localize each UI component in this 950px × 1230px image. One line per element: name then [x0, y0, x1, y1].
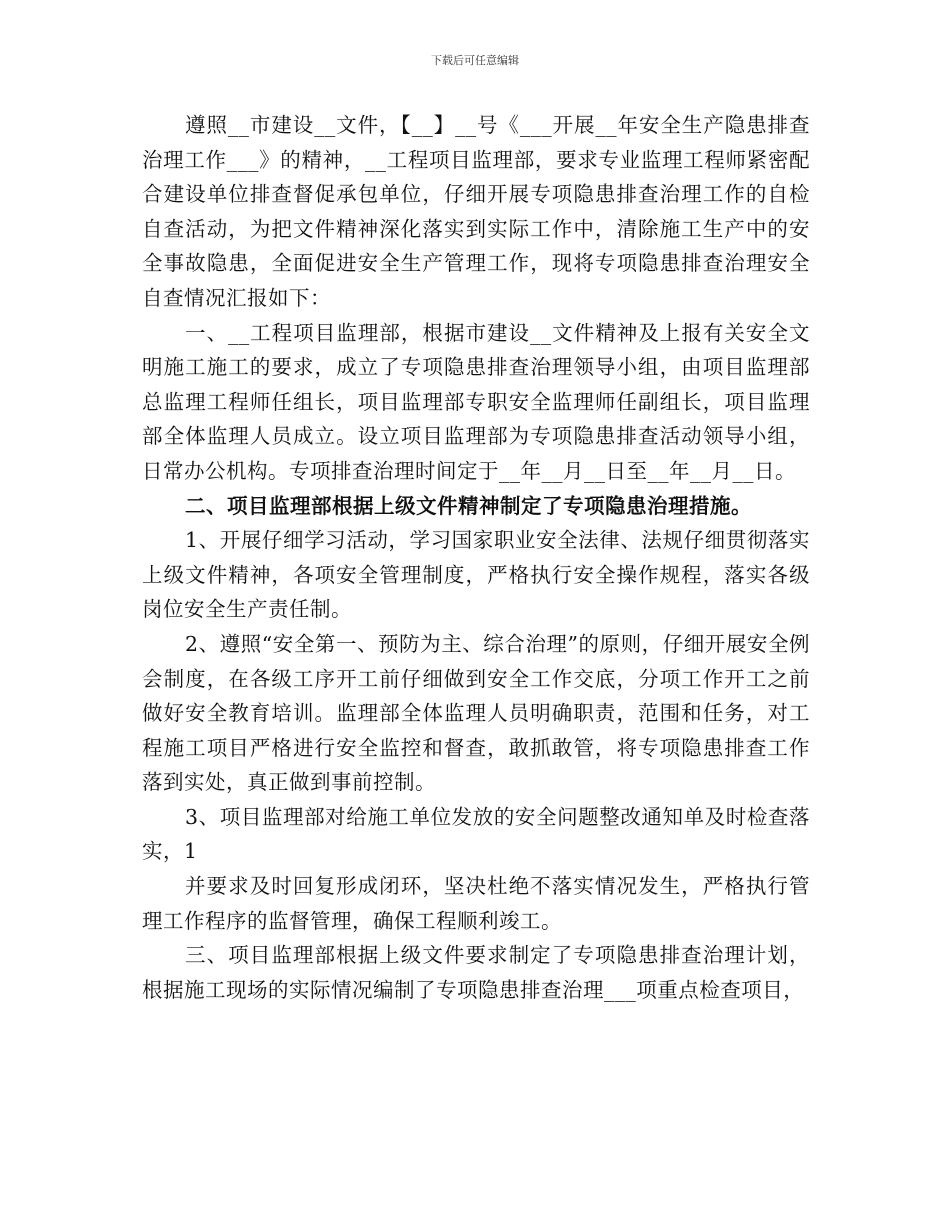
paragraph-section-1: 一、__工程项目监理部，根据市建设__文件精神及上报有关安全文明施工施工的要求，成立了专项隐患排查治理领导小组，由项目监理部总监理工程师任组长，项目监理部专职安全监理师任副组长，项目监理部全体监理人员成立。设立项目监理部为专项隐患排查活动领导小组，日常办公机构。专项排查治理时间定于__年__月__日至__年__月__日。 [142, 320, 810, 483]
paragraph-section-3: 三、项目监理部根据上级文件要求制定了专项隐患排查治理计划，根据施工现场的实际情况编制了专项隐患排查治理___项重点检查项目， [142, 943, 810, 1002]
paragraph-section-2-heading: 二、项目监理部根据上级文件精神制定了专项隐患治理措施。 [185, 493, 753, 518]
page-header: 下载后可任意编辑 [431, 54, 519, 67]
paragraph-intro: 遵照__市建设__文件，【__】__号《___开展__年安全生产隐患排查治理工作___》的精神，__工程项目监理部，要求专业监理工程师紧密配合建设单位排查督促承包单位，仔细开展专项隐患排查治理工作的自检自查活动，为把文件精神深化落实到实际工作中，清除施工生产中的安全事故隐患，全面促进安全生产管理工作，现将专项隐患排查治理安全自查情况汇报如下： [142, 113, 810, 310]
paragraph-item-3-continued: 并要求及时回复形成闭环，坚决杜绝不落实情况发生，严格执行管理工作程序的监督管理，确保工程顺利竣工。 [142, 874, 810, 933]
paragraph-item-2: 2、遵照“安全第一、预防为主、综合治理”的原则，仔细开展安全例会制度，在各级工序开工前仔细做到安全工作交底，分项工作开工之前做好安全教育培训。监理部全体监理人员明确职责，范围和任务，对工程施工项目严格进行安全监控和督查，敢抓敢管，将专项隐患排查工作落到实处，真正做到事前控制。 [142, 631, 810, 795]
document-body [142, 108, 810, 1007]
paragraph-item-3: 3、项目监理部对给施工单位发放的安全问题整改通知单及时检查落实，1 [142, 804, 810, 864]
paragraph-item-1: 1、开展仔细学习活动，学习国家职业安全法律、法规仔细贯彻落实上级文件精神，各项安全管理制度，严格执行安全操作规程，落实各级岗位安全生产责任制。 [142, 528, 810, 622]
